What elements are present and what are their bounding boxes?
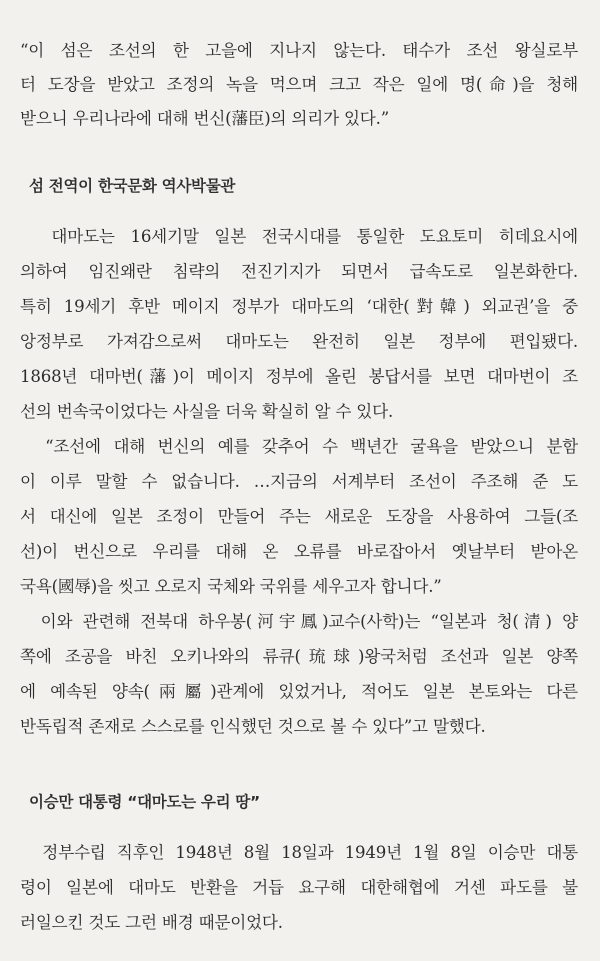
section-heading: 이승만 대통령 “대마도는 우리 땅” (29, 793, 260, 811)
text-line: 국욕(國辱)을 씻고 오로지 국체와 국위를 세우고자 합니다.” (20, 577, 442, 596)
text-line: 특히 19세기 후반 메이지 정부가 대마도의 ‘대한(對韓) 외교권’을 중 (20, 297, 578, 316)
text-line: 선의 번속국이었다는 사실을 더욱 확실히 알 수 있다. (20, 402, 394, 421)
text-line: 쪽에 조공을 바친 오키나와의 류큐(琉球)왕국처럼 조선과 일본 양쪽 (20, 647, 578, 666)
text-line: 러일으킨 것도 그런 배경 때문이었다. (20, 913, 283, 932)
text-line: “이 섬은 조선의 한 고을에 지나지 않는다. 태수가 조선 왕실로부 (20, 41, 578, 60)
text-line: 에 예속된 양속(兩屬)관계에 있었거나, 적어도 일본 본토와는 다른 (20, 682, 578, 701)
text-line: 의하여 임진왜란 침략의 전진기지가 되면서 급속도로 일본화한다. (20, 262, 578, 281)
text-line: 앙정부로 가져감으로써 대마도는 완전히 일본 정부에 편입됐다. (20, 332, 578, 351)
text-line: 1868년 대마번(藩)이 메이지 정부에 올린 봉답서를 보면 대마번이 조 (20, 367, 578, 386)
text-line: 이와 관련해 전북대 하우봉(河宇鳳)교수(사학)는 “일본과 청(清) 양 (20, 612, 578, 631)
text-line: 령이 일본에 대마도 반환을 거듭 요구해 대한해협에 거센 파도를 불 (20, 878, 578, 897)
text-line: 반독립적 존재로 스스로를 인식했던 것으로 볼 수 있다”고 말했다. (20, 717, 486, 736)
text-line: 받으니 우리나라에 대해 번신(藩臣)의 의리가 있다.” (20, 109, 389, 128)
text-line: 선)이 번신으로 우리를 대해 온 오류를 바로잡아서 옛날부터 받아온 (20, 542, 578, 561)
text-line: 정부수립 직후인 1948년 8월 18일과 1949년 1월 8일 이승만 대통 (20, 843, 578, 862)
section-heading: 섬 전역이 한국문화 역사박물관 (29, 177, 236, 195)
text-line: “조선에 대해 번신의 예를 갖추어 수 백년간 굴욕을 받았으니 분함 (20, 437, 578, 456)
text-line: 서 대신에 일본 조정이 만들어 주는 새로운 도장을 사용하여 그들(조 (20, 507, 578, 526)
text-line: 이 이루 말할 수 없습니다. …지금의 서계부터 조선이 주조해 준 도 (20, 472, 578, 491)
text-line: 터 도장을 받았고 조정의 녹을 먹으며 크고 작은 일에 명(命)을 청해 (20, 75, 578, 94)
text-line: 대마도는 16세기말 일본 전국시대를 통일한 도요토미 히데요시에 (20, 227, 578, 246)
